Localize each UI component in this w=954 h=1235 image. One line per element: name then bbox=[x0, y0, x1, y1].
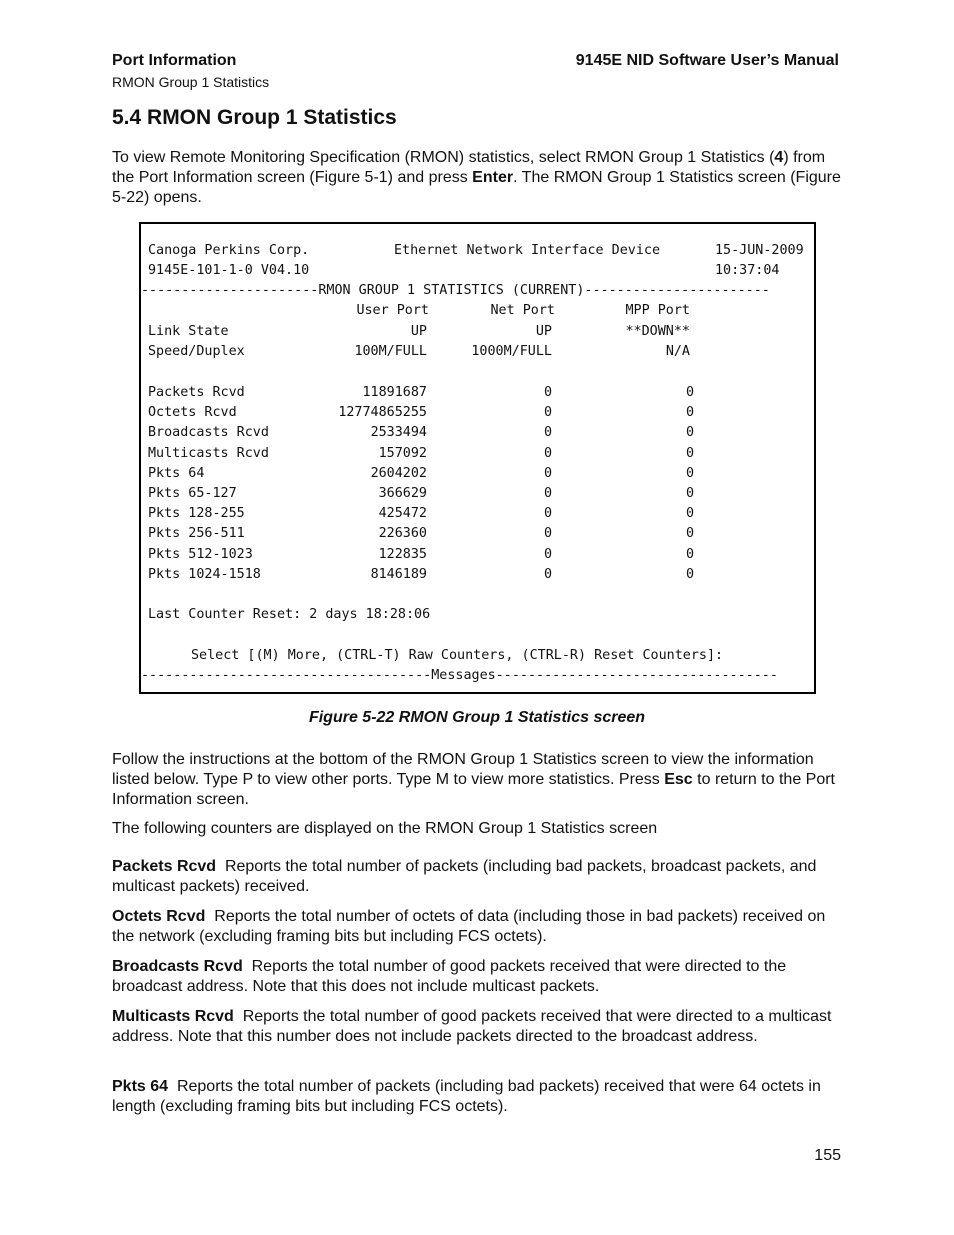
section-title: 5.4 RMON Group 1 Statistics bbox=[112, 106, 397, 129]
status-row-value: UP bbox=[410, 324, 427, 339]
status-row-value: N/A bbox=[665, 344, 690, 359]
page-number: 155 bbox=[814, 1147, 841, 1164]
counter-row-value: 0 bbox=[543, 506, 552, 522]
counter-row-label: Pkts 512-1023 bbox=[148, 546, 253, 562]
counter-row-value: 0 bbox=[543, 445, 552, 461]
counter-row-value: 2604202 bbox=[370, 465, 427, 481]
definition-item bbox=[112, 1077, 842, 1117]
counter-row-value: 0 bbox=[685, 425, 694, 441]
running-header-manual: 9145E NID Software User’s Manual bbox=[575, 52, 839, 69]
counter-row-value: 366629 bbox=[378, 486, 427, 501]
status-row-value: **DOWN** bbox=[625, 324, 690, 339]
status-row-value: 1000M/FULL bbox=[471, 344, 552, 359]
counter-row-value: 425472 bbox=[378, 506, 427, 522]
key-4: 4 bbox=[774, 149, 784, 166]
counter-row-value: 0 bbox=[685, 566, 694, 582]
counter-row-value: 0 bbox=[685, 546, 694, 562]
terminal-model: 9145E-101-1-0 V04.10 bbox=[148, 263, 310, 278]
column-header: User Port bbox=[356, 303, 429, 318]
definition-text: Reports the total number of packets (including bad packets, broadcast packets, and multicast packets) received. bbox=[112, 858, 817, 895]
terminal-date: 15-JUN-2009 bbox=[715, 243, 804, 258]
definition-term: Pkts 64 bbox=[112, 1078, 169, 1095]
definition-text: Reports the total number of good packets received that were directed to a multicast address. Note that this number does not include packets directed to the broadcast address. bbox=[112, 1008, 832, 1045]
rmon-terminal-screen bbox=[139, 222, 816, 694]
counter-row-label: Pkts 128-255 bbox=[148, 506, 245, 522]
counter-row-label: Pkts 64 bbox=[148, 465, 205, 481]
intro-paragraph: To view Remote Monitoring Specification (RMON) statistics, select RMON Group 1 Statistics (4) from the Port Information screen (Figure 5-1) and press Enter. The RMON Group 1 Statistics screen (Figure 5-22) opens. bbox=[112, 149, 841, 206]
counter-row-label: Packets Rcvd bbox=[148, 385, 245, 400]
counter-row-value: 12774865255 bbox=[338, 405, 427, 421]
counter-row-value: 0 bbox=[685, 465, 694, 481]
counter-row-value: 8146189 bbox=[370, 566, 427, 582]
definition-term: Octets Rcvd bbox=[112, 908, 206, 925]
status-row-value: 100M/FULL bbox=[354, 344, 427, 359]
column-header: MPP Port bbox=[625, 303, 690, 318]
definition-item bbox=[112, 857, 842, 897]
counter-row-value: 0 bbox=[685, 486, 694, 501]
terminal-device: Ethernet Network Interface Device bbox=[394, 243, 661, 258]
definition-item bbox=[112, 957, 842, 997]
counter-row-value: 0 bbox=[685, 385, 694, 400]
definition-item bbox=[112, 1007, 842, 1047]
counter-row-value: 226360 bbox=[378, 526, 427, 542]
last-counter-reset: Last Counter Reset: 2 days 18:28:06 bbox=[148, 607, 431, 622]
follow-paragraph: Follow the instructions at the bottom of the RMON Group 1 Statistics screen to view the information listed below. Type P to view other ports. Type M to view more statistics. Press Esc to return to the Port Information screen. bbox=[112, 751, 835, 808]
terminal-prompt[interactable]: Select [(M) More, (CTRL-T) Raw Counters, (CTRL-R) Reset Counters]: bbox=[191, 648, 724, 663]
counter-row-value: 0 bbox=[543, 465, 552, 481]
status-row-label: Link State bbox=[148, 324, 229, 339]
esc-key: Esc bbox=[664, 771, 693, 788]
terminal-company: Canoga Perkins Corp. bbox=[148, 243, 310, 258]
terminal-time: 10:37:04 bbox=[715, 263, 780, 278]
status-row-label: Speed/Duplex bbox=[148, 344, 245, 359]
definition-term: Multicasts Rcvd bbox=[112, 1008, 234, 1025]
counter-row-value: 0 bbox=[685, 445, 694, 461]
column-header: Net Port bbox=[490, 303, 555, 318]
definition-text: Reports the total number of octets of data (including those in bad packets) received on the network (excluding framing bits but including FCS octets). bbox=[112, 908, 826, 945]
counter-row-label: Pkts 1024-1518 bbox=[148, 566, 261, 582]
counter-row-value: 0 bbox=[543, 546, 552, 562]
counters-intro: The following counters are displayed on the RMON Group 1 Statistics screen bbox=[112, 820, 658, 837]
counter-row-value: 0 bbox=[543, 385, 552, 400]
counter-row-value: 0 bbox=[543, 486, 552, 501]
counter-row-label: Pkts 256-511 bbox=[148, 526, 245, 542]
enter-key: Enter bbox=[472, 169, 514, 186]
terminal-banner: ----------------------RMON GROUP 1 STATISTICS (CURRENT)----------------------- bbox=[141, 283, 770, 298]
counter-row-label: Multicasts Rcvd bbox=[148, 445, 269, 461]
definition-term: Broadcasts Rcvd bbox=[112, 958, 243, 975]
counter-row-value: 11891687 bbox=[362, 385, 427, 400]
counter-row-value: 0 bbox=[685, 526, 694, 542]
counter-row-value: 0 bbox=[685, 506, 694, 522]
counter-row-value: 0 bbox=[685, 405, 694, 421]
counter-row-value: 122835 bbox=[378, 546, 427, 562]
definition-term: Packets Rcvd bbox=[112, 858, 217, 875]
running-header-section: RMON Group 1 Statistics bbox=[112, 74, 270, 90]
status-row-value: UP bbox=[535, 324, 552, 339]
counter-row-value: 157092 bbox=[378, 445, 427, 461]
counter-row-value: 0 bbox=[543, 405, 552, 421]
counter-row-label: Pkts 65-127 bbox=[148, 486, 237, 501]
counter-row-label: Octets Rcvd bbox=[148, 405, 237, 421]
terminal-messages-bar: ------------------------------------Messages----------------------------------- bbox=[141, 668, 778, 683]
definition-text: Reports the total number of packets (including bad packets) received that were 64 octets in length (excluding framing bits but including FCS octets). bbox=[112, 1078, 821, 1115]
counter-row-value: 0 bbox=[543, 526, 552, 542]
definition-text: Reports the total number of good packets received that were directed to the broadcast address. Note that this does not include multicast packets. bbox=[112, 958, 787, 995]
counter-row-value: 0 bbox=[543, 425, 552, 441]
counter-row-value: 0 bbox=[543, 566, 552, 582]
counter-row-value: 2533494 bbox=[370, 425, 427, 441]
figure-caption: Figure 5-22 RMON Group 1 Statistics screen bbox=[308, 709, 646, 726]
definition-item bbox=[112, 907, 842, 947]
counter-row-label: Broadcasts Rcvd bbox=[148, 425, 269, 441]
running-header-chapter: Port Information bbox=[112, 52, 237, 69]
